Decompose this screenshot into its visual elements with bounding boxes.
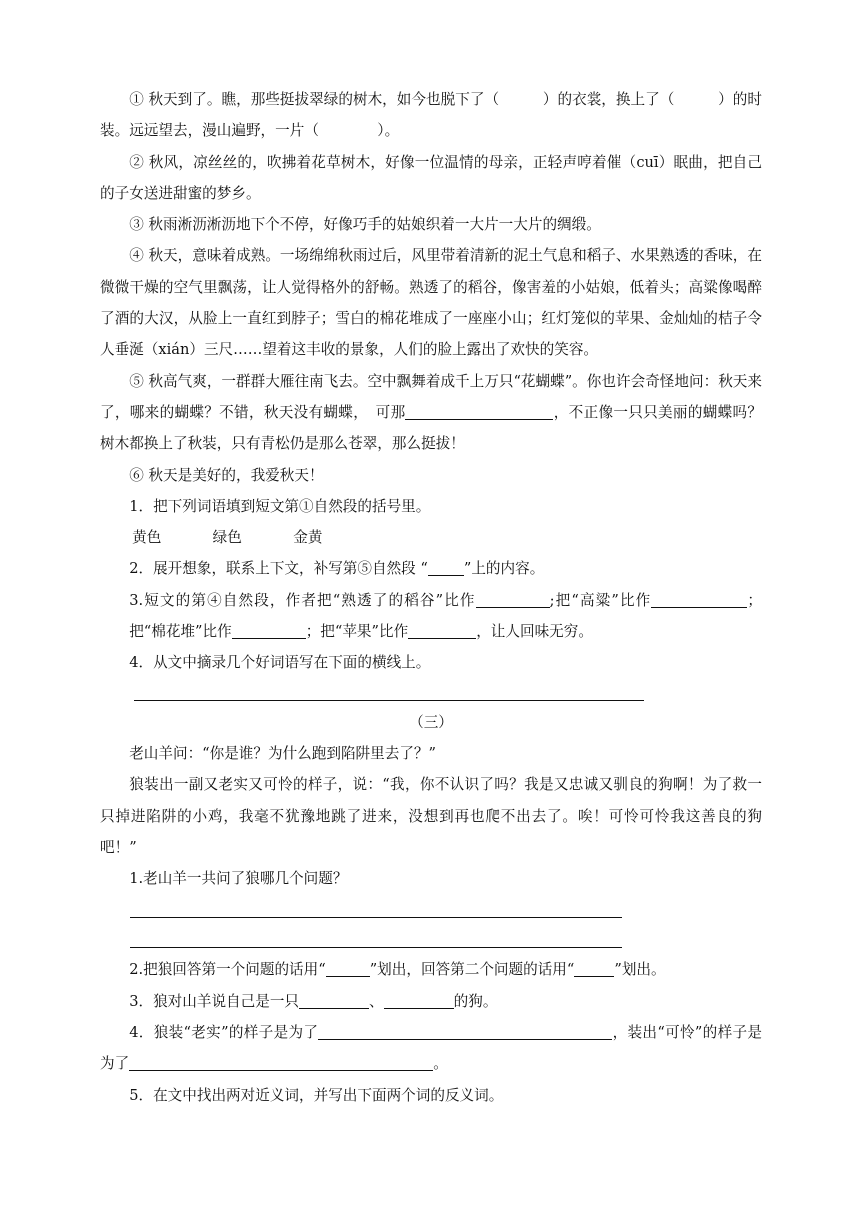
blank-line[interactable] [408, 623, 476, 639]
word-item: 黄色 [132, 529, 162, 547]
question-3-text-e: ，让人回味无穷。 [476, 623, 593, 641]
question-3-4-text-a: 4．狼装“老实”的样子是为了 [129, 1024, 319, 1042]
worksheet-page [100, 84, 762, 1111]
story-paragraph-2: 狼装出一副又老实又可怜的样子，说：“我，你不认识了吗？我是又忠诚又驯良的狗啊！为了救一只掉进陷阱的小鸡，我毫不犹豫地跳了进来，没想到再也爬不出去了。唉！可怜可怜我这善良的狗吧！” [100, 776, 762, 856]
question-3-text-b: ;把“高粱”比作 [549, 591, 652, 609]
question-3-3 [100, 986, 762, 1017]
question-3-4-text-c: 。 [433, 1055, 448, 1073]
question-3-1: 1.老山羊一共问了狼哪几个问题？ [129, 870, 348, 888]
answer-line[interactable] [130, 917, 622, 918]
blank-line[interactable] [326, 962, 370, 978]
paragraph-1: ① 秋天到了。瞧，那些挺拔翠绿的树木，如今也脱下了（ ）的衣裳，换上了（ ）的时装。远远望去，漫山遍野，一片（ ）。 [100, 91, 762, 140]
section-heading: （三） [409, 713, 453, 731]
question-3-text-a: 3.短文的第④自然段，作者把“熟透了的稻谷”比作 [129, 591, 476, 609]
answer-line-area [100, 894, 762, 924]
question-3-3-text-b: 、 [369, 992, 384, 1010]
question-3-4-text-b: ，装出“可怜”的样子是为了 [100, 1024, 762, 1073]
blank-line[interactable] [651, 592, 747, 608]
question-3-2-text-c: ”划出。 [614, 961, 666, 979]
answer-line[interactable] [130, 947, 622, 948]
blank-line[interactable] [476, 592, 550, 608]
answer-line-area [100, 679, 762, 707]
question-3-text-d: ；把“苹果”比作 [305, 623, 409, 641]
paragraph-5-part-b: ，不正像一只只美丽的蝴蝶吗？树木都换上了秋装，只有青松仍是那么苍翠，那么挺拔！ [100, 403, 762, 453]
blank-line[interactable] [428, 561, 464, 577]
blank-line[interactable] [405, 404, 553, 420]
question-3-4 [100, 1017, 762, 1080]
question-3-3-text-c: 的狗。 [453, 992, 498, 1010]
answer-line-area [100, 924, 762, 954]
word-item: 金黄 [293, 529, 323, 547]
question-2 [100, 553, 762, 584]
question-3-3-text-a: 3．狼对山羊说自己是一只 [129, 992, 300, 1010]
question-4: 4．从文中摘录几个好词语写在下面的横线上。 [129, 654, 431, 672]
paragraph-5-part-a: ⑤ 秋高气爽，一群群大雁往南飞去。空中飘舞着成千上万只“花蝴蝶”。你也许会奇怪地问：秋天来了，哪来的蝴蝶？不错，秋天没有蝴蝶， 可那 [100, 372, 762, 421]
paragraph-5 [100, 366, 762, 460]
blank-line[interactable] [574, 962, 614, 978]
question-3 [100, 585, 762, 648]
blank-line[interactable] [129, 1056, 433, 1072]
paragraph-4: ④ 秋天，意味着成熟。一场绵绵秋雨过后，风里带着清新的泥土气息和稻子、水果熟透的香味，在微微干燥的空气里飘荡，让人觉得格外的舒畅。熟透了的稻谷，像害羞的小姑娘，低着头；高粱像喝醉了酒的大汉，从脸上一直红到脖子；雪白的棉花堆成了一座座小山；红灯笼似的苹果、金灿灿的桔子令人垂涎（xián）三尺……望着这丰收的景象，人们的脸上露出了欢快的笑容。 [100, 247, 762, 359]
question-3-2-text-a: 2.把狼回答第一个问题的话用“ [129, 961, 326, 979]
paragraph-6: ⑥ 秋天是美好的，我爱秋天！ [129, 466, 324, 484]
word-item: 绿色 [212, 529, 242, 547]
blank-line[interactable] [318, 1024, 612, 1040]
story-paragraph-1: 老山羊问：“你是谁？为什么跑到陷阱里去了？” [129, 744, 436, 762]
question-3-text-c: ；把“棉花堆”比作 [129, 591, 762, 641]
question-1: 1．把下列词语填到短文第①自然段的括号里。 [129, 497, 431, 515]
question-3-2 [100, 954, 762, 985]
paragraph-2: ② 秋风，凉丝丝的，吹拂着花草树木，好像一位温情的母亲，正轻声哼着催（cuī）眠曲，把自己的子女送进甜蜜的梦乡。 [100, 153, 762, 202]
question-3-5: 5．在文中找出两对近义词，并写出下面两个词的反义词。 [129, 1086, 504, 1104]
blank-line[interactable] [232, 623, 306, 639]
question-2-text-a: 2．展开想象，联系上下文，补写第⑤自然段 “ [129, 560, 428, 578]
question-3-2-text-b: ”划出，回答第二个问题的话用“ [369, 961, 575, 979]
question-2-text-b: ”上的内容。 [463, 560, 545, 578]
answer-line[interactable] [134, 700, 644, 701]
word-list [100, 522, 762, 553]
paragraph-3: ③ 秋雨淅沥淅沥地下个不停，好像巧手的姑娘织着一大片一大片的绸缎。 [129, 216, 601, 234]
blank-line[interactable] [384, 993, 454, 1009]
blank-line[interactable] [299, 993, 369, 1009]
